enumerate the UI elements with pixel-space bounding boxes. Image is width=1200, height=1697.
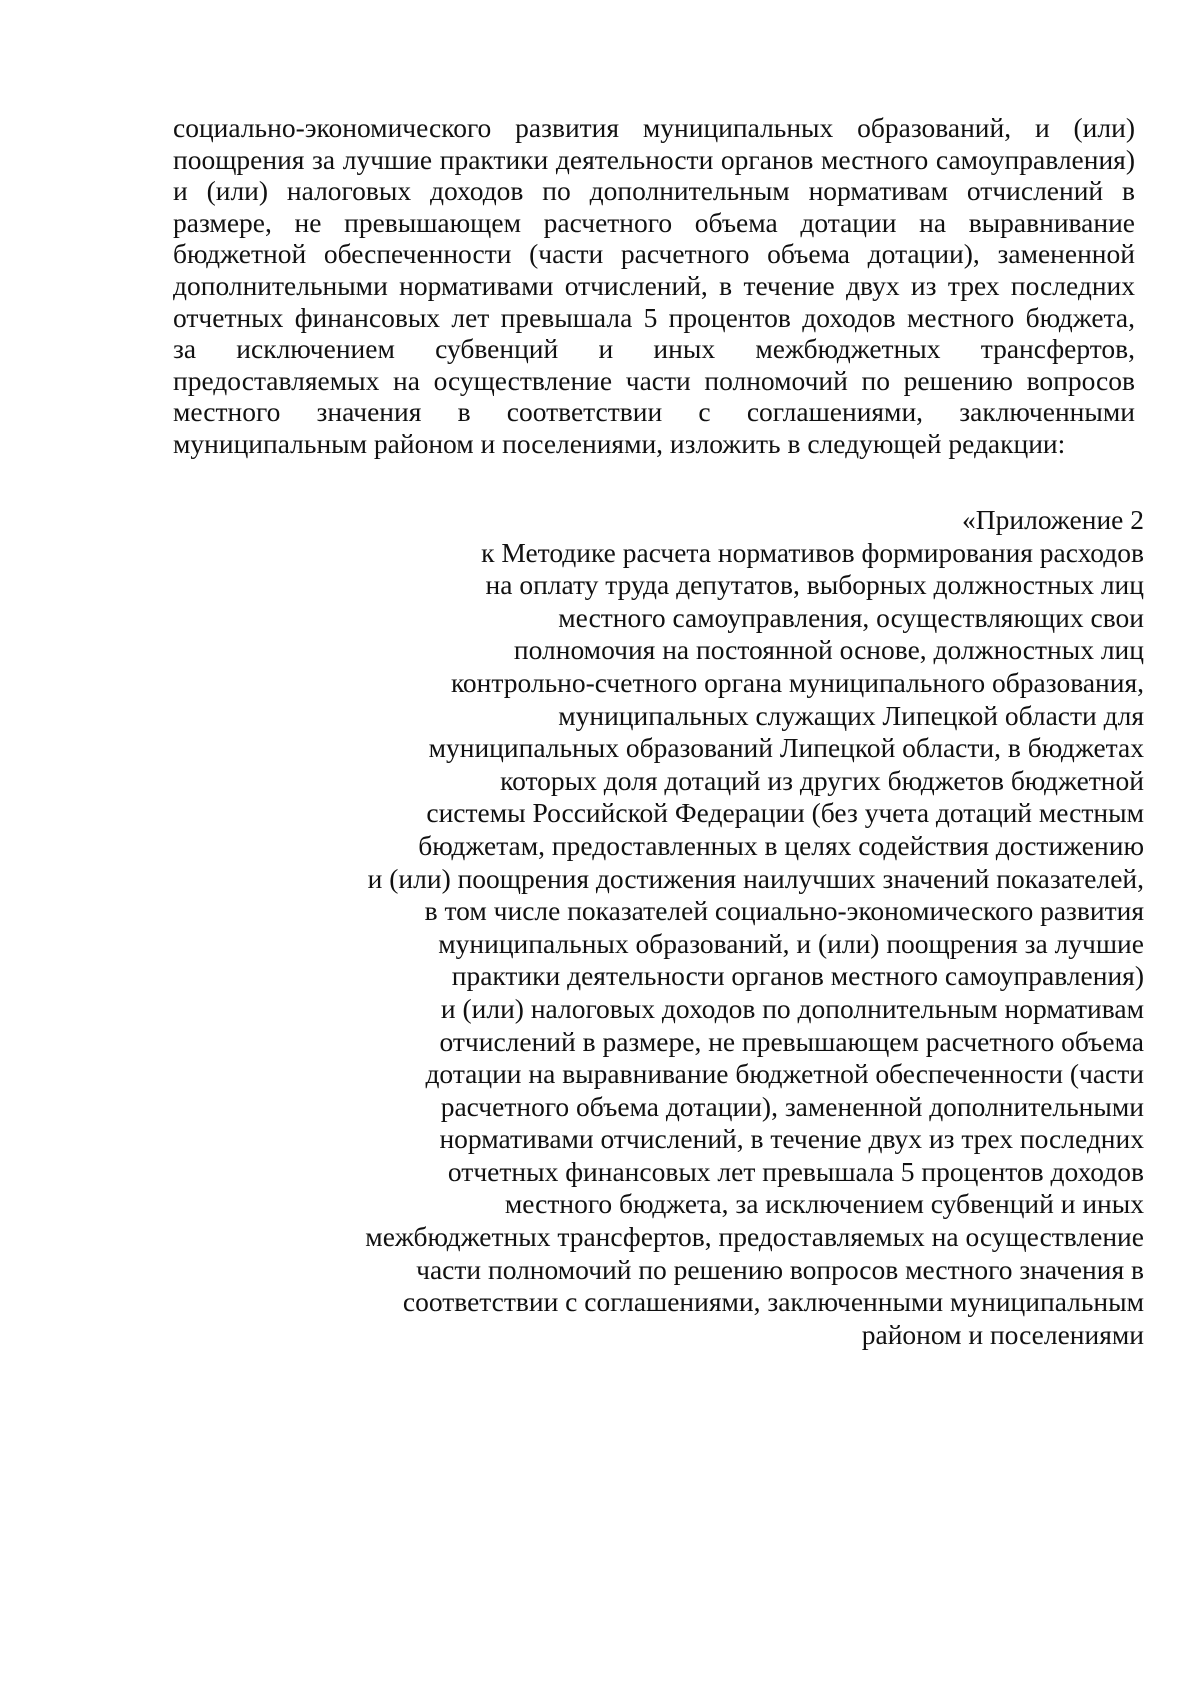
appendix-text-line: дотации на выравнивание бюджетной обеспеченности (части bbox=[425, 1058, 1144, 1090]
body-text-line: предоставляемых на осуществление части полномочий по решению вопросов bbox=[173, 364, 1135, 396]
body-text-line: местного значения в соответствии с соглашениями, заключенными bbox=[173, 396, 1135, 428]
body-text-line: отчетных финансовых лет превышала 5 процентов доходов местного бюджета, bbox=[173, 301, 1135, 333]
appendix-text-line: отчетных финансовых лет превышала 5 процентов доходов bbox=[447, 1155, 1144, 1187]
appendix-text-line: местного бюджета, за исключением субвенций и иных bbox=[504, 1188, 1144, 1220]
appendix-text-line: отчислений в размере, не превышающем расчетного объема bbox=[439, 1025, 1144, 1057]
appendix-text-line: муниципальных служащих Липецкой области для bbox=[558, 699, 1144, 731]
appendix-text-line: межбюджетных трансфертов, предоставляемых на осуществление bbox=[365, 1221, 1144, 1253]
body-text-line: размере, не превышающем расчетного объема дотации на выравнивание bbox=[173, 206, 1135, 238]
appendix-text-line: соответствии с соглашениями, заключенными муниципальным bbox=[402, 1286, 1144, 1318]
appendix-text-line: которых доля дотаций из других бюджетов бюджетной bbox=[500, 764, 1144, 796]
appendix-text-line: контрольно-счетного органа муниципального образования, bbox=[450, 666, 1144, 698]
appendix-text-line: районом и поселениями bbox=[861, 1318, 1144, 1350]
body-text-line: дополнительными нормативами отчислений, в течение двух из трех последних bbox=[173, 269, 1135, 301]
body-text-line: за исключением субвенций и иных межбюджетных трансфертов, bbox=[173, 333, 1135, 365]
body-text-line: муниципальным районом и поселениями, изложить в следующей редакции: bbox=[173, 427, 1066, 459]
appendix-text-line: и (или) налоговых доходов по дополнительным нормативам bbox=[440, 992, 1144, 1024]
body-text-line: социально-экономического развития муниципальных образований, и (или) bbox=[173, 112, 1135, 143]
appendix-text-line: муниципальных образований Липецкой области, в бюджетах bbox=[428, 732, 1144, 764]
appendix-text-line: в том числе показателей социально-экономического развития bbox=[424, 895, 1144, 927]
body-text-line: поощрения за лучшие практики деятельности органов местного самоуправления) bbox=[173, 143, 1135, 175]
appendix-text-line: нормативами отчислений, в течение двух из трех последних bbox=[439, 1123, 1144, 1155]
appendix-heading-block bbox=[284, 504, 1144, 1351]
body-paragraph bbox=[173, 112, 1135, 460]
body-text-line: бюджетной обеспеченности (части расчетного объема дотации), замененной bbox=[173, 238, 1135, 270]
appendix-text-line: системы Российской Федерации (без учета дотаций местным bbox=[426, 797, 1144, 829]
appendix-text-line: и (или) поощрения достижения наилучших значений показателей, bbox=[367, 862, 1144, 894]
appendix-text-line: расчетного объема дотации), замененной дополнительными bbox=[440, 1090, 1144, 1122]
appendix-text-line: местного самоуправления, осуществляющих свои bbox=[558, 601, 1144, 633]
appendix-text-line: части полномочий по решению вопросов местного значения в bbox=[416, 1253, 1144, 1285]
appendix-text-line: на оплату труда депутатов, выборных должностных лиц bbox=[485, 569, 1144, 601]
appendix-text-line: муниципальных образований, и (или) поощрения за лучшие bbox=[438, 927, 1144, 959]
appendix-text-line: полномочия на постоянной основе, должностных лиц bbox=[513, 634, 1144, 666]
body-text-line: и (или) налоговых доходов по дополнительным нормативам отчислений в bbox=[173, 175, 1135, 207]
appendix-text-line: к Методике расчета нормативов формирования расходов bbox=[481, 536, 1144, 568]
appendix-text-line: практики деятельности органов местного самоуправления) bbox=[451, 960, 1144, 992]
appendix-text-line: бюджетам, предоставленных в целях содействия достижению bbox=[418, 829, 1144, 861]
appendix-title: «Приложение 2 bbox=[962, 504, 1144, 535]
